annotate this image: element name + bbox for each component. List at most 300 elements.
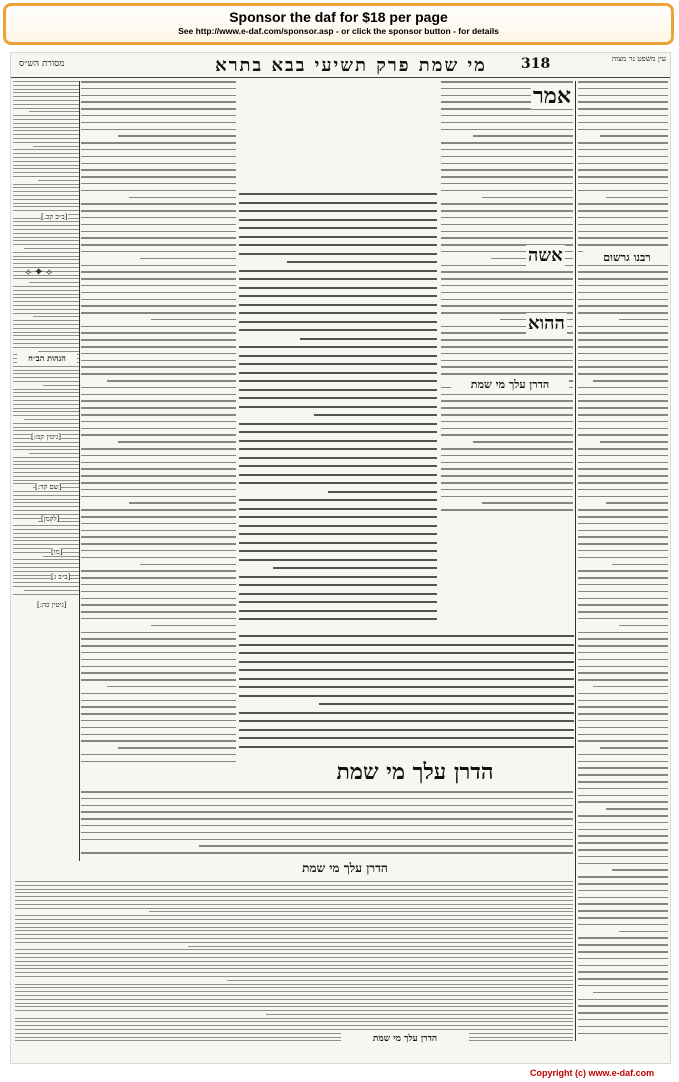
text-line — [81, 577, 236, 579]
text-line — [81, 190, 236, 192]
text-line — [13, 191, 79, 192]
text-line — [578, 237, 668, 239]
text-line — [441, 428, 573, 430]
ein-mishpat-label: עין משפט נר מצוה — [611, 54, 666, 63]
text-line — [578, 591, 668, 593]
text-line — [129, 197, 236, 199]
text-line — [578, 944, 668, 946]
text-line — [13, 96, 79, 97]
text-line — [81, 387, 236, 389]
text-line — [13, 138, 79, 139]
text-line — [578, 822, 668, 824]
margin-reference: [גיטין כה:] — [37, 601, 67, 609]
text-line — [13, 377, 79, 378]
text-line — [441, 489, 573, 491]
text-line — [239, 559, 437, 561]
text-line — [578, 414, 668, 416]
margin-reference: [ב״ב קכ.] — [41, 213, 68, 221]
text-line — [239, 253, 437, 255]
text-line — [578, 598, 668, 600]
text-line — [81, 88, 236, 90]
text-line — [266, 1014, 573, 1015]
text-line — [239, 355, 437, 357]
text-line — [578, 897, 668, 899]
rabbeinu-gershom-heading: רבנו גרשום — [583, 251, 671, 264]
text-line — [81, 659, 236, 661]
text-line — [81, 475, 236, 477]
text-line — [239, 457, 437, 459]
text-line — [13, 324, 79, 325]
text-line — [578, 985, 668, 987]
text-line — [81, 543, 236, 545]
text-line — [300, 338, 437, 340]
text-line — [578, 292, 668, 294]
text-line — [199, 845, 573, 847]
text-line — [13, 495, 79, 496]
text-line — [15, 987, 573, 988]
text-line — [239, 474, 437, 476]
text-line — [81, 115, 236, 117]
text-line — [81, 584, 236, 586]
text-line — [15, 938, 573, 939]
text-line — [13, 563, 79, 564]
text-line — [578, 489, 668, 491]
text-line — [239, 601, 437, 603]
text-line — [81, 156, 236, 158]
text-line — [151, 319, 236, 321]
text-line — [239, 295, 437, 297]
text-line — [107, 686, 236, 688]
text-line — [578, 176, 668, 178]
text-line — [578, 577, 668, 579]
text-line — [15, 1029, 573, 1030]
text-line — [239, 729, 574, 731]
text-line — [578, 387, 668, 389]
text-line — [578, 265, 668, 267]
text-line — [29, 111, 79, 112]
text-line — [578, 271, 668, 273]
text-line — [273, 567, 437, 569]
text-line — [578, 856, 668, 858]
text-line — [239, 533, 437, 535]
text-line — [81, 666, 236, 668]
text-line — [578, 129, 668, 131]
text-line — [81, 448, 236, 450]
text-line — [600, 747, 668, 749]
text-line — [81, 740, 236, 742]
text-line — [13, 400, 79, 401]
text-line — [15, 927, 573, 928]
text-line — [81, 679, 236, 681]
text-line — [441, 462, 573, 464]
text-line — [239, 210, 437, 212]
text-line — [13, 165, 79, 166]
text-line — [606, 502, 668, 504]
text-line — [81, 672, 236, 674]
text-line — [81, 183, 236, 185]
text-line — [578, 842, 668, 844]
text-line — [13, 586, 79, 587]
text-line — [578, 407, 668, 409]
text-line — [578, 761, 668, 763]
text-line — [441, 482, 573, 484]
text-line — [118, 747, 236, 749]
text-line — [13, 263, 79, 264]
text-line — [441, 115, 573, 117]
text-line — [81, 149, 236, 151]
text-line — [239, 193, 437, 195]
page-number: 318 — [521, 56, 551, 72]
text-line — [578, 394, 668, 396]
text-line — [81, 570, 236, 572]
text-line — [81, 142, 236, 144]
text-line — [13, 320, 79, 321]
text-line — [441, 156, 573, 158]
text-line — [151, 625, 236, 627]
text-line — [578, 849, 668, 851]
text-line — [15, 999, 573, 1000]
text-line — [578, 557, 668, 559]
text-line — [578, 360, 668, 362]
text-line — [13, 203, 79, 204]
text-line — [29, 453, 79, 454]
text-line — [441, 448, 573, 450]
text-line — [606, 808, 668, 810]
text-line — [13, 297, 79, 298]
text-line — [15, 1010, 573, 1011]
text-line — [578, 570, 668, 572]
text-line — [13, 149, 79, 150]
text-line — [81, 761, 236, 763]
text-line — [13, 430, 79, 431]
text-line — [473, 135, 573, 137]
text-line — [578, 156, 668, 158]
text-line — [81, 285, 236, 287]
text-line — [81, 312, 236, 314]
text-line — [578, 795, 668, 797]
text-line — [578, 958, 668, 960]
text-line — [578, 754, 668, 756]
text-line — [239, 270, 437, 272]
sponsor-subtitle[interactable]: See http://www.e-daf.com/sponsor.asp - or click the sponsor button - for details — [178, 26, 499, 36]
text-line — [441, 271, 573, 273]
text-line — [13, 286, 79, 287]
text-line — [13, 480, 79, 481]
text-line — [81, 791, 573, 793]
text-line — [81, 604, 236, 606]
text-line — [578, 917, 668, 919]
text-line — [578, 645, 668, 647]
text-line — [81, 332, 236, 334]
text-line — [578, 829, 668, 831]
text-line — [13, 343, 79, 344]
text-line — [578, 203, 668, 205]
text-line — [15, 1003, 573, 1004]
text-line — [482, 502, 573, 504]
text-line — [441, 292, 573, 294]
margin-reference: [מו] — [51, 548, 63, 556]
text-line — [15, 1021, 573, 1022]
text-line — [13, 347, 79, 348]
text-line — [81, 720, 236, 722]
gemara-lower-block — [239, 635, 574, 760]
text-line — [81, 832, 573, 834]
text-line — [239, 508, 437, 510]
text-line — [578, 1012, 668, 1014]
text-line — [81, 632, 236, 634]
text-line — [29, 282, 79, 283]
text-line — [81, 421, 236, 423]
text-line — [13, 134, 79, 135]
text-line — [13, 130, 79, 131]
text-line — [606, 197, 668, 199]
text-line — [578, 523, 668, 525]
text-line — [13, 328, 79, 329]
text-line — [140, 564, 236, 566]
text-line — [578, 224, 668, 226]
text-line — [239, 525, 437, 527]
text-line — [578, 1026, 668, 1028]
commentary-opening-word: אשה — [528, 245, 563, 266]
text-line — [13, 278, 79, 279]
text-line — [13, 491, 79, 492]
margin-reference: [שם קד:] — [35, 483, 62, 491]
text-line — [81, 754, 236, 756]
text-line — [15, 949, 573, 950]
text-line — [239, 312, 437, 314]
text-line — [15, 1018, 573, 1019]
text-line — [81, 339, 236, 341]
text-line — [13, 408, 79, 409]
text-line — [239, 669, 574, 671]
text-line — [239, 431, 437, 433]
text-line — [578, 767, 668, 769]
text-line — [578, 693, 668, 695]
text-line — [13, 502, 79, 503]
chapter-title: מי שמת פרק תשיעי בבא בתרא — [215, 55, 487, 76]
hadran-commentary: הדרן עלך מי שמת — [251, 861, 439, 876]
text-line — [81, 271, 236, 273]
text-line — [81, 611, 236, 613]
text-line — [578, 366, 668, 368]
text-line — [239, 542, 437, 544]
text-line — [578, 299, 668, 301]
text-line — [441, 305, 573, 307]
rabbeinu-gershom-column — [578, 81, 668, 1041]
text-line — [81, 839, 573, 841]
text-line — [81, 326, 236, 328]
text-line — [13, 411, 79, 412]
text-line — [578, 584, 668, 586]
text-line — [239, 746, 574, 748]
text-line — [578, 332, 668, 334]
bottom-commentary — [15, 881, 573, 1047]
text-line — [13, 381, 79, 382]
text-line — [578, 101, 668, 103]
text-line — [15, 881, 573, 882]
text-line — [578, 883, 668, 885]
text-line — [314, 414, 437, 416]
text-line — [578, 217, 668, 219]
text-line — [15, 965, 573, 966]
text-line — [239, 227, 437, 229]
text-line — [239, 678, 574, 680]
text-line — [81, 557, 236, 559]
text-line — [81, 523, 236, 525]
text-line — [15, 942, 573, 943]
text-line — [441, 455, 573, 457]
text-line — [441, 366, 573, 368]
text-line — [81, 482, 236, 484]
text-line — [13, 529, 79, 530]
copyright-notice[interactable]: Copyright (c) www.e-daf.com — [530, 1068, 655, 1078]
text-line — [81, 210, 236, 212]
text-line — [13, 468, 79, 469]
text-line — [13, 172, 79, 173]
text-line — [13, 540, 79, 541]
text-line — [13, 510, 79, 511]
text-line — [578, 700, 668, 702]
text-line — [15, 889, 573, 890]
text-line — [81, 706, 236, 708]
text-line — [81, 530, 236, 532]
column-divider — [79, 81, 80, 861]
text-line — [578, 659, 668, 661]
text-line — [578, 638, 668, 640]
text-line — [13, 85, 79, 86]
text-line — [578, 428, 668, 430]
text-line — [612, 564, 668, 566]
text-line — [578, 81, 668, 83]
text-line — [15, 1025, 573, 1026]
text-line — [13, 525, 79, 526]
text-line — [81, 373, 236, 375]
text-line — [239, 593, 437, 595]
text-line — [578, 835, 668, 837]
text-line — [239, 440, 437, 442]
text-line — [149, 911, 573, 912]
text-line — [13, 157, 79, 158]
text-line — [578, 774, 668, 776]
text-line — [13, 301, 79, 302]
text-line — [578, 88, 668, 90]
hadran-main: הדרן עלך מי שמת — [271, 759, 559, 785]
text-line — [81, 292, 236, 294]
text-line — [81, 305, 236, 307]
text-line — [81, 346, 236, 348]
text-line — [81, 496, 236, 498]
text-line — [578, 373, 668, 375]
text-line — [578, 516, 668, 518]
text-line — [578, 142, 668, 144]
text-line — [578, 190, 668, 192]
text-line — [13, 335, 79, 336]
text-line — [13, 415, 79, 416]
text-line — [81, 516, 236, 518]
text-line — [239, 406, 437, 408]
text-line — [24, 419, 79, 420]
text-line — [578, 475, 668, 477]
text-line — [578, 421, 668, 423]
text-line — [81, 129, 236, 131]
text-line — [441, 210, 573, 212]
text-line — [578, 815, 668, 817]
text-line — [239, 644, 574, 646]
text-line — [578, 305, 668, 307]
text-line — [15, 976, 573, 977]
text-line — [578, 530, 668, 532]
text-line — [13, 176, 79, 177]
masoret-hashas-label: מסורת הש״ס — [19, 59, 65, 69]
text-line — [578, 400, 668, 402]
text-line — [81, 468, 236, 470]
text-line — [13, 313, 79, 314]
text-line — [81, 224, 236, 226]
text-line — [13, 237, 79, 238]
text-line — [81, 81, 236, 83]
text-line — [15, 923, 573, 924]
text-line — [578, 863, 668, 865]
text-line — [578, 108, 668, 110]
text-line — [578, 278, 668, 280]
talmud-page — [10, 52, 671, 1064]
text-line — [441, 142, 573, 144]
text-line — [578, 346, 668, 348]
text-line — [239, 219, 437, 221]
text-line — [15, 995, 573, 996]
text-line — [13, 396, 79, 397]
text-line — [81, 645, 236, 647]
text-line — [81, 734, 236, 736]
text-line — [578, 1019, 668, 1021]
text-line — [140, 258, 236, 260]
text-line — [578, 632, 668, 634]
text-line — [441, 468, 573, 470]
text-line — [13, 332, 79, 333]
text-line — [13, 115, 79, 116]
sponsor-banner[interactable] — [3, 3, 674, 45]
text-line — [15, 900, 573, 901]
text-line — [13, 206, 79, 207]
text-line — [578, 468, 668, 470]
text-line — [81, 550, 236, 552]
text-line — [13, 552, 79, 553]
text-line — [578, 326, 668, 328]
text-line — [13, 373, 79, 374]
text-line — [578, 781, 668, 783]
text-line — [441, 353, 573, 355]
text-line — [81, 101, 236, 103]
text-line — [81, 203, 236, 205]
text-line — [578, 734, 668, 736]
text-line — [15, 953, 573, 954]
text-line — [441, 163, 573, 165]
text-line — [13, 567, 79, 568]
text-line — [81, 591, 236, 593]
text-line — [578, 720, 668, 722]
text-line — [15, 991, 573, 992]
text-line — [239, 423, 437, 425]
text-line — [15, 915, 573, 916]
text-line — [13, 221, 79, 222]
text-line — [441, 285, 573, 287]
text-line — [239, 329, 437, 331]
text-line — [81, 652, 236, 654]
text-line — [239, 499, 437, 501]
text-line — [13, 389, 79, 390]
text-line — [13, 104, 79, 105]
text-line — [15, 930, 573, 931]
